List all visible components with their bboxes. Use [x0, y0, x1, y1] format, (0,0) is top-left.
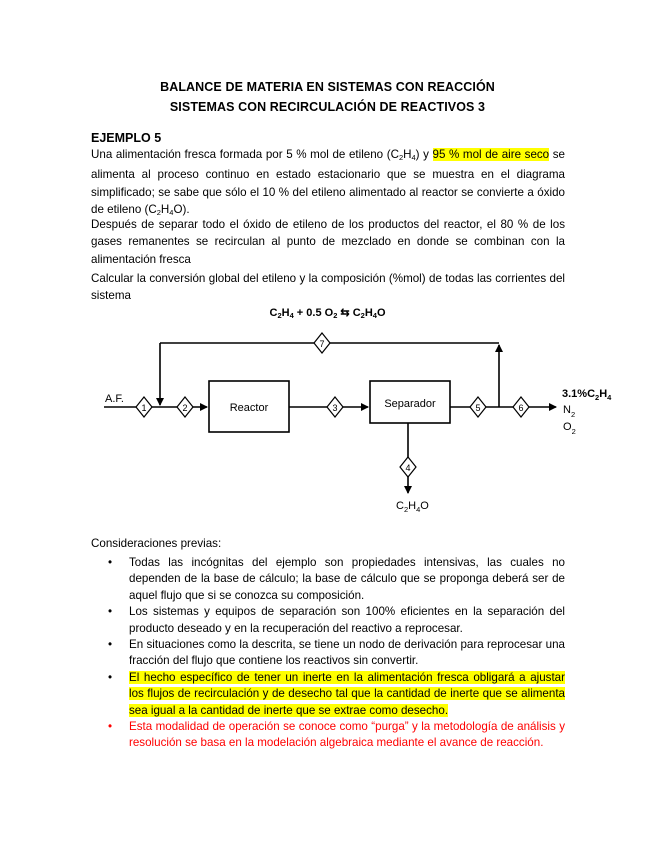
- stream-node-4: [400, 457, 416, 477]
- svg-text:5: 5: [475, 403, 481, 413]
- considerations-heading: Consideraciones previas:: [91, 537, 222, 550]
- title-line-1: BALANCE DE MATERIA EN SISTEMAS CON REACCIÓN: [160, 80, 495, 94]
- outlet-o2-label: $O_2$: [563, 421, 576, 436]
- separator-label: Separador: [384, 398, 436, 410]
- svg-text:3: 3: [332, 403, 338, 413]
- svg-text:2: 2: [182, 403, 188, 413]
- reactor-label: Reactor: [229, 402, 269, 414]
- svg-text:6: 6: [518, 403, 524, 413]
- stream-node-2: [177, 397, 193, 417]
- list-item: • Los sistemas y equipos de separación son 100% eficientes en la separación del producto deseado y en la recuperación del reactivo a reprocesar.: [108, 605, 565, 635]
- stream-node-5: [470, 397, 486, 417]
- paragraph-task: Calcular la conversión global del etileno y la composición (%mol) de todas las corrientes del sistema: [91, 272, 565, 303]
- stream-node-3: [327, 397, 343, 417]
- reaction-equation: $C_2H_4 + 0.5$ $O_2$ ⇆ $C_2H_4O$: [269, 307, 386, 320]
- product-label: $C_2H_4O$: [396, 500, 429, 514]
- stream-node-1: [136, 397, 152, 417]
- paragraph-separation: Después de separar todo el óxido de etileno de los productos del reactor, el 80 % de los gases remanentes se recirculan al punto de mezclado en donde se combinan con la alimentación fresca: [91, 218, 565, 266]
- example-heading: EJEMPLO 5: [91, 131, 162, 145]
- outlet-n2-label: $N_2$: [563, 404, 576, 419]
- list-item-highlighted: • El hecho específico de tener un inerte en la alimentación fresca obligará a ajustar los flujos de recirculación y de desecho tal que la cantidad de inerte que se alimenta sea igual a la cantidad de inerte que se extrae como desecho.: [108, 670, 565, 717]
- outlet-ethylene-label: $3.1\%C_2H_4$: [562, 388, 612, 402]
- svg-text:4: 4: [405, 463, 411, 473]
- paragraph-feed-description: Una alimentación fresca formada por 5 % mol de etileno $(C_2H_4)$ y 95 % mol de aire seco se alimenta al proceso continuo en estado estacionario que se muestra en el diagrama simplificado; se sabe que sólo el 10 % del etileno alimentado al reactor se convierte a óxido de etileno $(C_2H_4O)$.: [91, 148, 565, 217]
- process-flow-diagram: [0, 325, 655, 520]
- highlight-aire-seco: 95 % mol de aire seco: [432, 148, 550, 161]
- considerations-list: [91, 555, 565, 752]
- stream-node-6: [513, 397, 529, 417]
- svg-text:7: 7: [319, 339, 325, 349]
- list-item: • En situaciones como la descrita, se tiene un nodo de derivación para reprocesar una fracción del flujo que contiene los reactivos sin convertir.: [108, 638, 565, 668]
- feed-label: A.F.: [105, 393, 124, 405]
- title-line-2: SISTEMAS CON RECIRCULACIÓN DE REACTIVOS 3: [169, 100, 486, 114]
- list-item: • Todas las incógnitas del ejemplo son propiedades intensivas, las cuales no dependen de la base de cálculo; la base de cálculo que se proponga deberá ser de aquel flujo que si se conozca su composición.: [108, 556, 565, 602]
- list-item-red: • Esta modalidad de operación se conoce como “purga” y la metodología de análisis y resolución se basa en la modelación algebraica mediante el avance de reacción.: [108, 720, 565, 750]
- svg-text:1: 1: [141, 403, 147, 413]
- stream-node-7: [314, 333, 330, 353]
